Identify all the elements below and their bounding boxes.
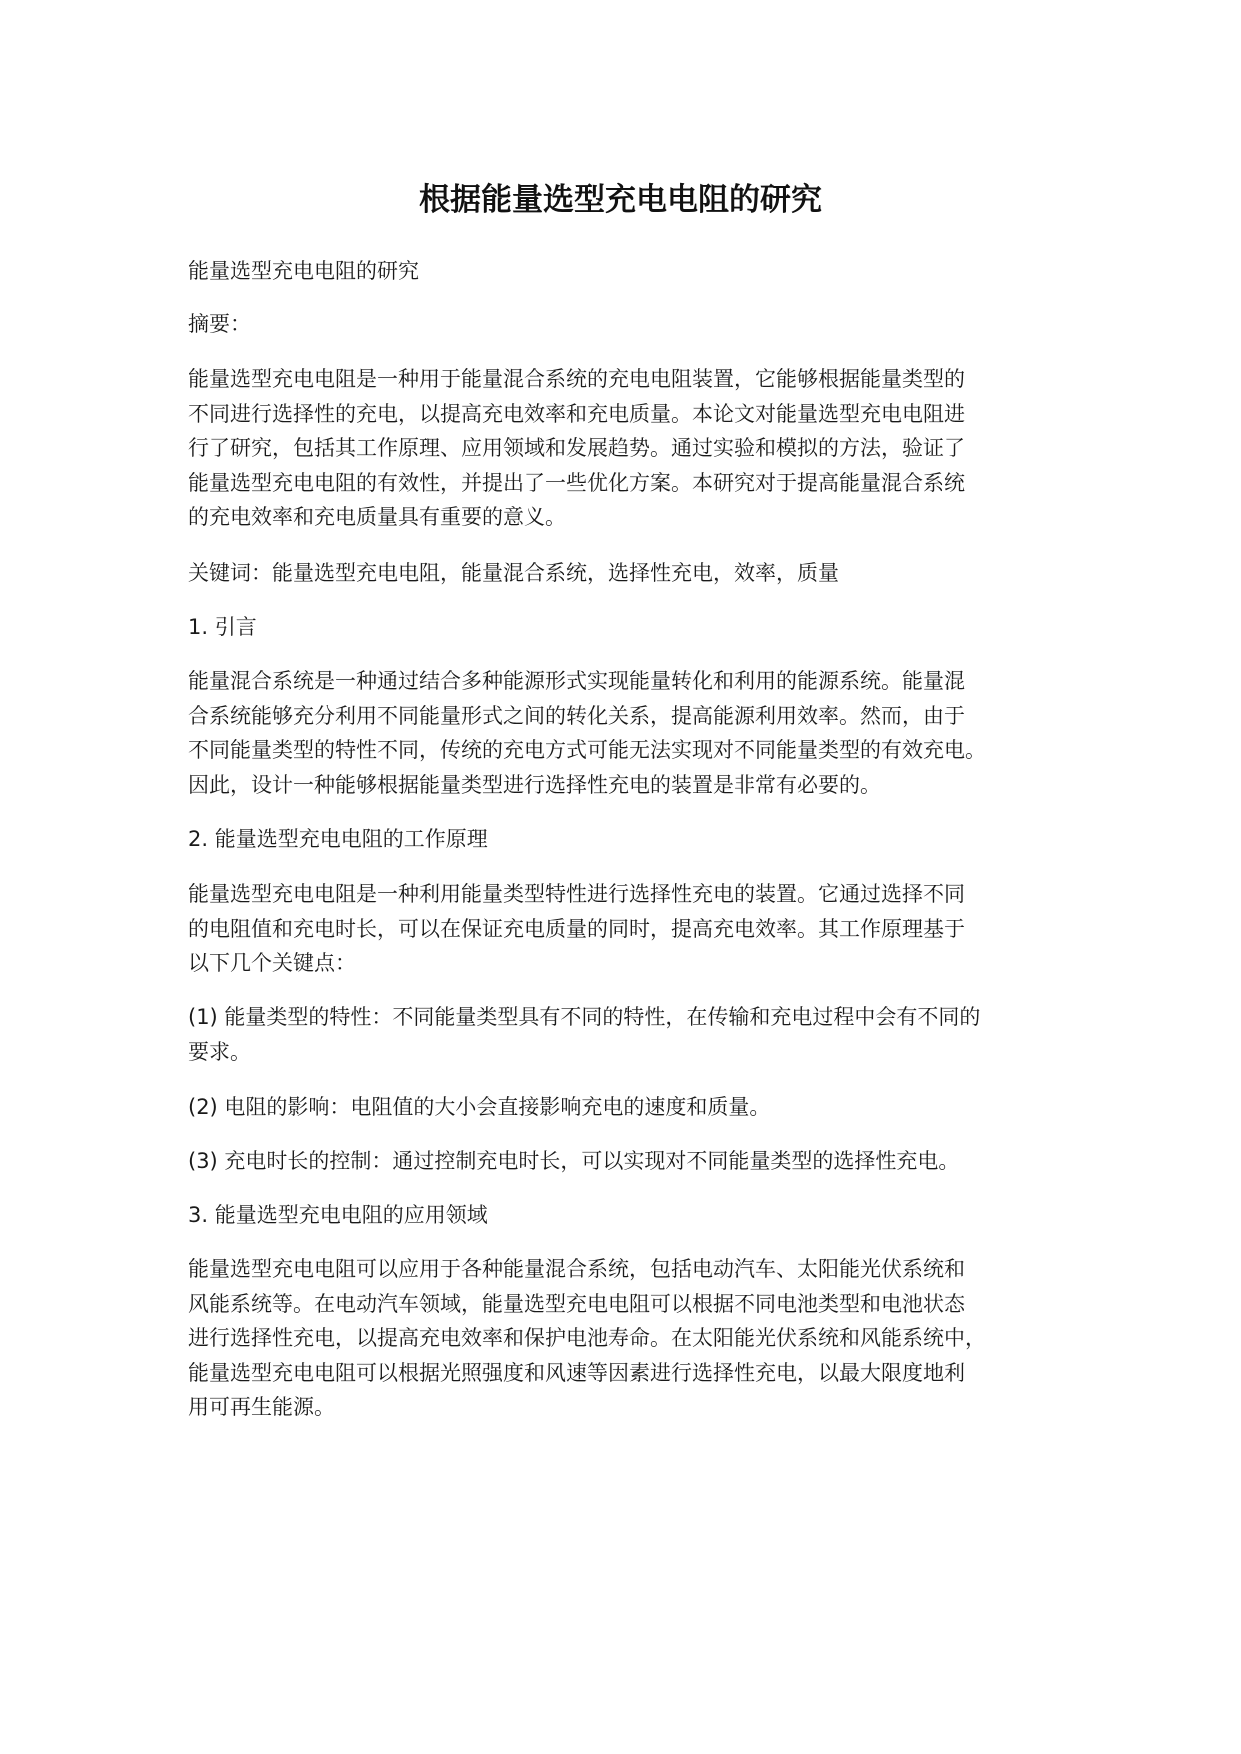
- section1-line: 能量混合系统是一种通过结合多种能源形式实现能量转化和利用的能源系统。能量混: [188, 669, 965, 693]
- section2-heading: 2. 能量选型充电电阻的工作原理: [188, 827, 488, 851]
- document-title: 根据能量选型充电电阻的研究: [419, 182, 822, 218]
- point1-paragraph: [188, 1000, 1068, 1069]
- point2-paragraph: (2) 电阻的影响：电阻值的大小会直接影响充电的速度和质量。: [188, 1095, 771, 1119]
- section1-heading: 1. 引言: [188, 615, 257, 639]
- section3-line: 进行选择性充电，以提高充电效率和保护电池寿命。在太阳能光伏系统和风能系统中，: [188, 1326, 986, 1350]
- section3-line: 用可再生能源。: [188, 1395, 335, 1419]
- point1-line: 要求。: [188, 1039, 251, 1064]
- section1-line: 合系统能够充分利用不同能量形式之间的转化关系，提高能源利用效率。然而，由于: [188, 703, 965, 728]
- section3-paragraph: [188, 1252, 1068, 1425]
- document-subtitle: 能量选型充电电阻的研究: [188, 259, 419, 283]
- point1-line: (1) 能量类型的特性：不同能量类型具有不同的特性，在传输和充电过程中会有不同的: [188, 1005, 981, 1029]
- section3-line: 能量选型充电电阻可以应用于各种能量混合系统，包括电动汽车、太阳能光伏系统和: [188, 1257, 965, 1281]
- section2-line: 能量选型充电电阻是一种利用能量类型特性进行选择性充电的装置。它通过选择不同: [188, 882, 965, 906]
- abstract-line: 不同进行选择性的充电，以提高充电效率和充电质量。本论文对能量选型充电电阻进: [188, 401, 965, 426]
- abstract-label: 摘要：: [188, 312, 251, 336]
- section2-paragraph: [188, 877, 1068, 981]
- abstract-line: 能量选型充电电阻是一种用于能量混合系统的充电电阻装置，它能够根据能量类型的: [188, 367, 965, 391]
- section2-line: 以下几个关键点：: [188, 951, 356, 975]
- section1-paragraph: [188, 664, 1068, 802]
- section2-line: 的电阻值和充电时长，可以在保证充电质量的同时，提高充电效率。其工作原理基于: [188, 916, 965, 941]
- keywords-line: 关键词：能量选型充电电阻，能量混合系统，选择性充电，效率，质量: [188, 561, 839, 585]
- section3-heading: 3. 能量选型充电电阻的应用领域: [188, 1203, 488, 1227]
- abstract-line: 的充电效率和充电质量具有重要的意义。: [188, 505, 566, 529]
- abstract-paragraph: [188, 362, 1068, 535]
- section3-line: 风能系统等。在电动汽车领域，能量选型充电电阻可以根据不同电池类型和电池状态: [188, 1291, 965, 1316]
- section1-line: 因此，设计一种能够根据能量类型进行选择性充电的装置是非常有必要的。: [188, 772, 881, 797]
- section1-line: 不同能量类型的特性不同，传统的充电方式可能无法实现对不同能量类型的有效充电。: [188, 738, 986, 762]
- point3-paragraph: (3) 充电时长的控制：通过控制充电时长，可以实现对不同能量类型的选择性充电。: [188, 1149, 960, 1173]
- section3-line: 能量选型充电电阻可以根据光照强度和风速等因素进行选择性充电，以最大限度地利: [188, 1360, 965, 1385]
- abstract-line: 能量选型充电电阻的有效性，并提出了一些优化方案。本研究对于提高能量混合系统: [188, 470, 965, 495]
- abstract-line: 行了研究，包括其工作原理、应用领域和发展趋势。通过实验和模拟的方法，验证了: [188, 436, 965, 460]
